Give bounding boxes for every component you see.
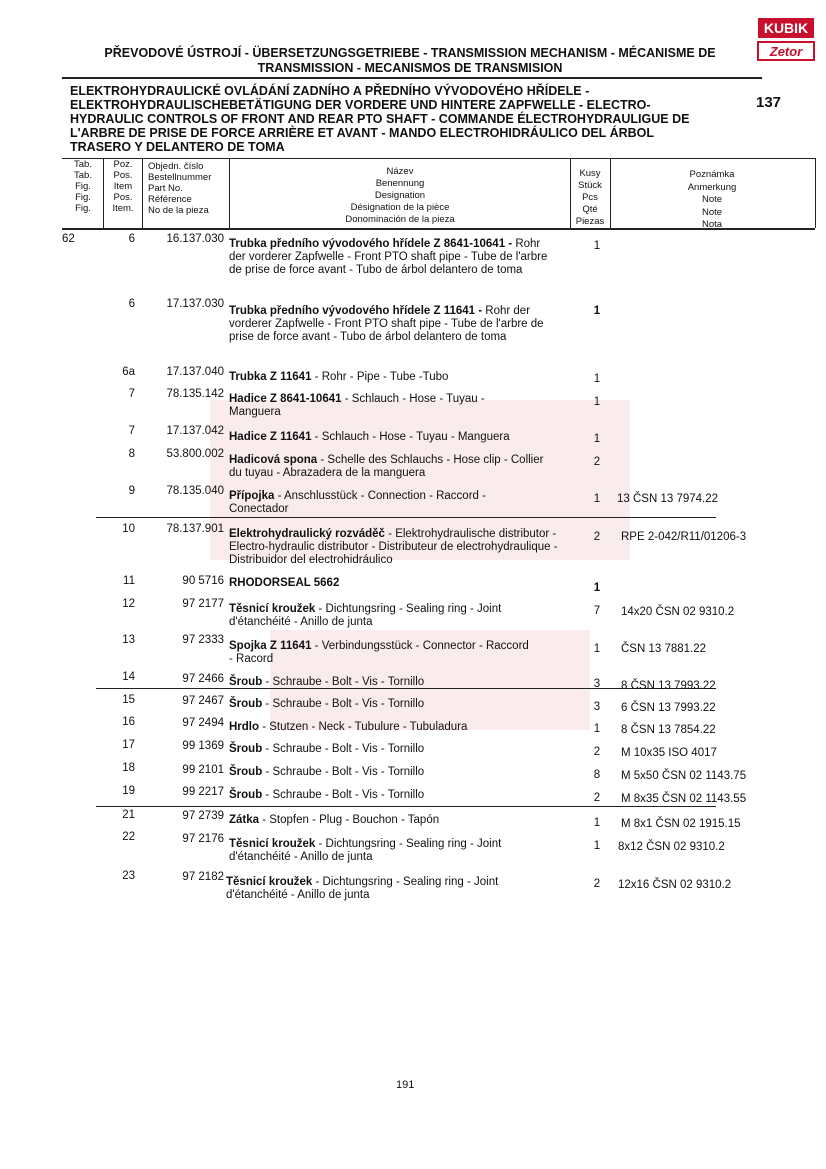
row-pos: 9	[128, 485, 135, 497]
row-pos: 11	[123, 575, 135, 587]
row-qty: 1	[593, 373, 601, 385]
row-note: M 10x35 ISO 4017	[621, 747, 717, 759]
row-name: Hadice Z 11641 - Schlauch - Hose - Tuyau - Manguera	[229, 431, 510, 443]
row-name: Elektrohydraulický rozváděč - Elektrohydraulische distributor - Electro-hydraulic distributor - Distributeur de electrohydraulique - Distribuidor del electrohidráulico	[229, 528, 558, 566]
row-pos: 13	[122, 634, 135, 646]
row-order-number: 97 2466	[182, 673, 224, 685]
row-pos: 6	[128, 298, 135, 310]
table-number: 62	[62, 233, 75, 245]
row-pos: 7	[128, 425, 135, 437]
row-note: ČSN 13 7881.22	[621, 643, 707, 655]
row-note: 14x20 ČSN 02 9310.2	[621, 606, 735, 618]
col-header-tab: Tab. Tab. Fig. Fig. Fig.	[74, 159, 92, 214]
logo-bottom-text: Zetor	[769, 44, 803, 59]
col-header-qty: Kusy Stück Pcs Qté Piezas	[575, 168, 605, 227]
row-qty: 1	[593, 305, 601, 317]
row-pos: 16	[122, 716, 135, 728]
logo-top-text: KUBIK	[763, 20, 809, 36]
row-note: M 8x35 ČSN 02 1143.55	[621, 793, 747, 805]
row-name: Šroub - Schraube - Bolt - Vis - Tornillo	[229, 789, 425, 801]
row-note: 8 ČSN 13 7993.22	[621, 680, 716, 692]
row-qty: 7	[593, 605, 601, 617]
row-note: M 5x50 ČSN 02 1143.75	[621, 770, 747, 782]
row-pos: 22	[122, 831, 135, 843]
row-order-number: 99 2101	[182, 764, 224, 776]
col-divider	[610, 158, 611, 228]
row-qty: 1	[593, 582, 601, 594]
col-header-note: Poznámka Anmerkung Note Note Nota	[687, 169, 737, 230]
col-header-order: Objedn. číslo Bestellnummer Part No. Référence No de la pieza	[148, 161, 212, 216]
subtitle-line-1: ELEKTROHYDRAULICKÉ OVLÁDÁNÍ ZADNÍHO A PŘEDNÍHO VÝVODOVÉHO HŘÍDELE -	[70, 84, 590, 98]
row-pos: 7	[128, 388, 135, 400]
row-name: Trubka Z 11641 - Rohr - Pipe - Tube -Tubo	[229, 371, 449, 383]
row-name: Trubka předního vývodového hřídele Z 11641 - Rohr der vorderer Zapfwelle - Front PTO shaft pipe - Tube de l'arbre de prise de force avant - Tubo de árbol delantero de toma	[229, 305, 544, 343]
row-note: RPE 2-042/R11/01206-3	[621, 531, 747, 543]
row-qty: 8	[593, 769, 601, 781]
row-pos: 14	[122, 671, 135, 683]
col-header-pos: Poz. Pos. Item Pos. Item.	[112, 159, 134, 214]
row-name: Přípojka - Anschlusstück - Connection - Raccord - Conectador	[229, 490, 486, 515]
row-name: Šroub - Schraube - Bolt - Vis - Tornillo	[229, 698, 425, 710]
row-order-number: 17.137.040	[166, 366, 224, 378]
row-order-number: 97 2176	[182, 833, 224, 845]
row-name: Trubka předního vývodového hřídele Z 8641-10641 - Rohr der vorderer Zapfwelle - Front PTO shaft pipe - Tube de l'arbre de prise de force avant - Tubo de árbol delantero de toma	[229, 238, 548, 276]
section-title-line1: PŘEVODOVÉ ÚSTROJÍ - ÜBERSETZUNGSGETRIEBE - TRANSMISSION MECHANISM - MÉCANISME DE	[104, 46, 716, 60]
row-order-number: 78.137.901	[166, 523, 224, 535]
footer-page-number: 191	[396, 1079, 415, 1091]
row-pos: 10	[122, 523, 135, 535]
row-qty: 1	[593, 493, 601, 505]
row-order-number: 97 2494	[182, 717, 224, 729]
col-header-name: Název Benennung Designation Désignation de la pièce Donominación de la pieza	[345, 166, 455, 225]
row-pos: 21	[122, 809, 135, 821]
row-note: 13 ČSN 13 7974.22	[617, 493, 719, 505]
row-order-number: 99 2217	[182, 786, 224, 798]
row-name: Těsnicí kroužek - Dichtungsring - Sealing ring - Joint d'étanchéité - Anillo de junta	[226, 876, 499, 901]
row-order-number: 90 5716	[182, 575, 224, 587]
subtitle-line-3: HYDRAULIC CONTROLS OF FRONT AND REAR PTO SHAFT - COMMANDE ÉLECTROHYDRAULIGUE DE	[70, 112, 690, 126]
row-order-number: 97 2177	[182, 598, 224, 610]
page-number: 137	[756, 94, 782, 111]
row-order-number: 97 2182	[182, 871, 224, 883]
row-pos: 19	[122, 785, 135, 797]
section-title-line2: TRANSMISSION - MECANISMOS DE TRANSMISION	[257, 61, 563, 75]
row-qty: 1	[593, 433, 601, 445]
row-qty: 1	[593, 396, 601, 408]
row-pos: 6	[128, 233, 135, 245]
row-qty: 1	[593, 643, 601, 655]
row-name: Spojka Z 11641 - Verbindungsstück - Connector - Raccord - Racord	[229, 640, 529, 665]
row-pos: 18	[122, 762, 135, 774]
row-name: Hadice Z 8641-10641 - Schlauch - Hose - Tuyau - Manguera	[229, 393, 485, 418]
subtitle-line-4: L'ARBRE DE PRISE DE FORCE ARRIÈRE ET AVANT - MANDO ELECTROHIDRÁULICO DEL ÁRBOL	[70, 126, 655, 140]
row-order-number: 97 2739	[182, 810, 224, 822]
row-qty: 2	[593, 746, 601, 758]
row-qty: 1	[593, 840, 601, 852]
row-divider	[96, 806, 716, 807]
row-pos: 8	[128, 448, 135, 460]
row-order-number: 17.137.042	[166, 425, 224, 437]
row-note: M 8x1 ČSN 02 1915.15	[621, 818, 741, 830]
row-order-number: 16.137.030	[166, 233, 224, 245]
row-order-number: 97 2467	[182, 695, 224, 707]
col-divider	[103, 158, 104, 228]
kubik-zetor-logo	[756, 16, 816, 66]
row-pos: 15	[122, 694, 135, 706]
row-name: Hrdlo - Stutzen - Neck - Tubulure - Tubuladura	[229, 721, 468, 733]
row-note: 6 ČSN 13 7993.22	[621, 702, 716, 714]
row-order-number: 97 2333	[182, 634, 224, 646]
row-qty: 2	[593, 878, 601, 890]
row-name: Zátka - Stopfen - Plug - Bouchon - Tapón	[229, 814, 440, 826]
row-name: Hadicová spona - Schelle des Schlauchs - Hose clip - Collier du tuyau - Abrazadera de la manguera	[229, 454, 544, 479]
row-pos: 6a	[122, 366, 135, 378]
row-order-number: 78.135.142	[166, 388, 224, 400]
row-note: 8 ČSN 13 7854.22	[621, 724, 716, 736]
row-order-number: 99 1369	[182, 740, 224, 752]
row-name: Šroub - Schraube - Bolt - Vis - Tornillo	[229, 743, 425, 755]
row-name: Šroub - Schraube - Bolt - Vis - Tornillo	[229, 766, 425, 778]
row-divider	[96, 517, 716, 518]
row-note: 12x16 ČSN 02 9310.2	[618, 879, 732, 891]
row-qty: 1	[593, 723, 601, 735]
row-note: 8x12 ČSN 02 9310.2	[618, 841, 725, 853]
row-order-number: 53.800.002	[166, 448, 224, 460]
row-name: Těsnicí kroužek - Dichtungsring - Sealing ring - Joint d'étanchéité - Anillo de junta	[229, 838, 502, 863]
row-order-number: 78.135.040	[166, 485, 224, 497]
header-divider	[62, 77, 762, 79]
row-order-number: 17.137.030	[166, 298, 224, 310]
row-qty: 2	[593, 792, 601, 804]
subtitle-line-2: ELEKTROHYDRAULISCHEBETÄTIGUNG DER VORDERE UND HINTERE ZAPFWELLE - ELECTRO-	[70, 98, 651, 112]
col-divider	[815, 158, 816, 228]
row-qty: 2	[593, 531, 601, 543]
row-pos: 23	[122, 870, 135, 882]
row-pos: 12	[122, 598, 135, 610]
col-divider	[229, 158, 230, 228]
row-name: Těsnicí kroužek - Dichtungsring - Sealing ring - Joint d'étanchéité - Anillo de junta	[229, 603, 502, 628]
row-qty: 1	[593, 240, 601, 252]
row-qty: 1	[593, 817, 601, 829]
subtitle-line-5: TRASERO Y DELANTERO DE TOMA	[70, 140, 285, 154]
row-qty: 3	[593, 678, 601, 690]
row-name: Šroub - Schraube - Bolt - Vis - Tornillo	[229, 676, 425, 688]
row-qty: 3	[593, 701, 601, 713]
row-pos: 17	[122, 739, 135, 751]
table-header-top-border	[62, 158, 815, 159]
row-name: RHODORSEAL 5662	[229, 577, 340, 589]
col-divider	[142, 158, 143, 228]
row-qty: 2	[593, 456, 601, 468]
